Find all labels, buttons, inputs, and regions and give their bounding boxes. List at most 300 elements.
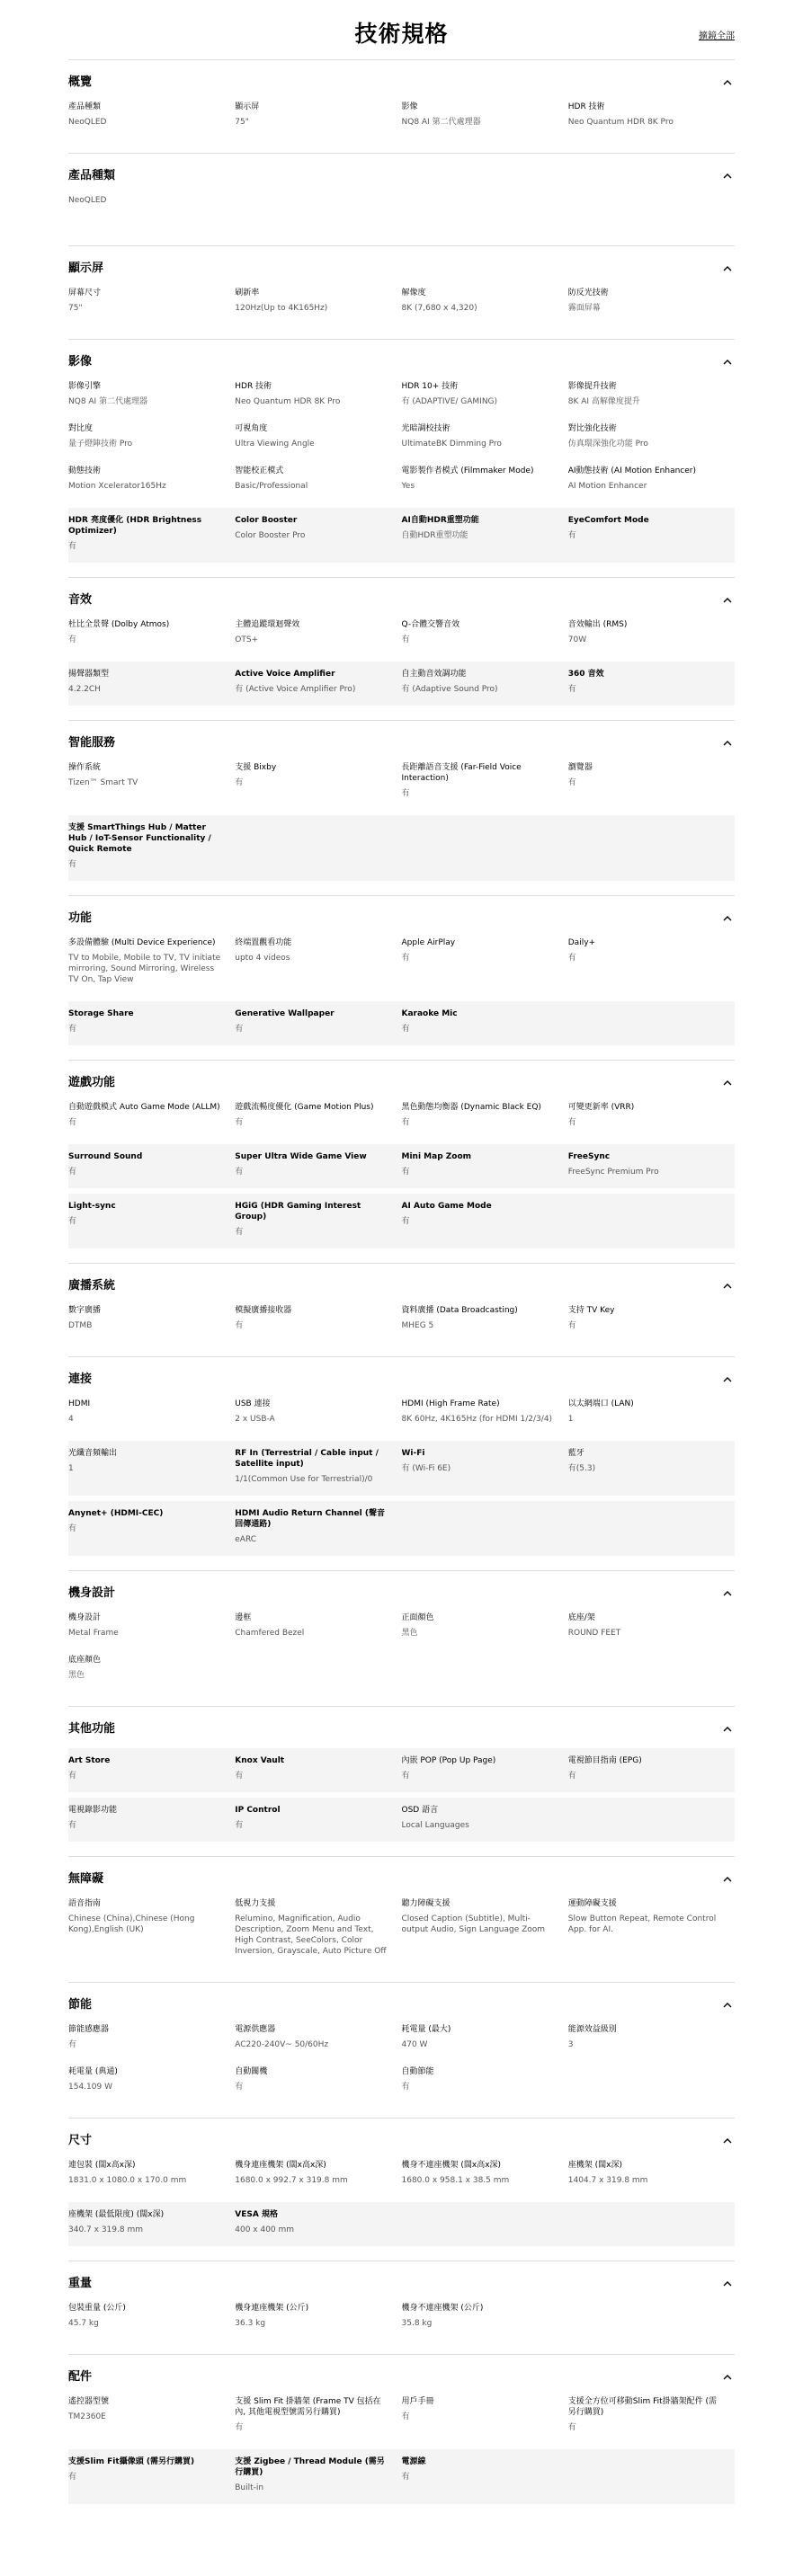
section-header[interactable]	[68, 1073, 735, 1093]
spec-row	[68, 1194, 735, 1248]
spec-row	[68, 619, 735, 656]
spec-value: 有	[567, 778, 576, 787]
spec-value: 有	[235, 1025, 244, 1034]
spec-value: 有	[235, 1821, 244, 1830]
spec-value: 有	[567, 1321, 576, 1330]
spec-label: HDR 技術	[567, 102, 605, 111]
spec-label: 支援 Zigbee / Thread Module (需另行購買)	[235, 2457, 385, 2477]
spec-item	[402, 1151, 568, 1188]
spec-label: 節能感應器	[68, 2025, 110, 2034]
chevron-up-icon[interactable]	[722, 1078, 733, 1088]
spec-value: Yes	[401, 482, 415, 491]
spec-label: 座機架 (最低限度) (闊x深)	[68, 2210, 165, 2219]
spec-value: 有	[68, 635, 77, 644]
chevron-up-icon[interactable]	[722, 2136, 733, 2146]
spec-label: RF In (Terrestrial / Cable input / Satellite input)	[235, 1449, 379, 1469]
spec-item	[235, 2024, 401, 2061]
section-title: 遊戲功能	[68, 1076, 116, 1089]
spec-label: 黑色動態均衡器 (Dynamic Black EQ)	[401, 1103, 541, 1112]
section-header[interactable]	[68, 259, 735, 279]
spec-value: Color Booster Pro	[235, 531, 306, 540]
spec-label: 對比度	[68, 424, 94, 433]
spec-item	[568, 466, 735, 502]
spec-value: eARC	[235, 1535, 257, 1544]
spec-value: 154.109 W	[68, 2083, 112, 2092]
section-header[interactable]	[68, 2131, 735, 2151]
chevron-up-icon[interactable]	[722, 357, 733, 368]
spec-item	[402, 466, 568, 502]
spec-row	[68, 1655, 735, 1692]
spec-value: 有	[68, 1025, 77, 1034]
spec-row	[68, 1399, 735, 1435]
spec-label: 瀏覽器	[567, 763, 593, 772]
chevron-up-icon[interactable]	[722, 913, 733, 924]
section-header[interactable]	[68, 1719, 735, 1739]
spec-label: Storage Share	[68, 1009, 134, 1018]
spec-value: 有	[567, 2423, 576, 2432]
spec-value: 自動HDR重塑功能	[401, 531, 468, 540]
spec-value: 470 W	[401, 2040, 428, 2049]
spec-label: 支援全方位可移動Slim Fit掛牆架配件 (需另行購買)	[567, 2397, 718, 2417]
section-title: 音效	[68, 593, 93, 607]
spec-row	[68, 1898, 735, 1968]
spec-item	[68, 1151, 235, 1188]
spec-label: 支援Slim Fit攝像頭 (需另行購買)	[68, 2457, 195, 2466]
spec-item	[402, 1008, 568, 1045]
spec-label: HDMI (High Frame Rate)	[401, 1399, 500, 1408]
section-header[interactable]	[68, 2367, 735, 2387]
spec-label: 底座顏色	[68, 1656, 102, 1665]
spec-label: 運動障礙支援	[567, 1899, 617, 1908]
spec-value: Slow Button Repeat, Remote Control App. for AI.	[567, 1914, 717, 1934]
spec-label: 機身不連座機架 (公斤)	[401, 2304, 484, 2313]
page-header	[68, 0, 735, 59]
spec-label: 解像度	[401, 289, 426, 298]
section-header[interactable]	[68, 733, 735, 753]
spec-item	[235, 515, 401, 563]
spec-label: 音效輸出 (RMS)	[567, 620, 628, 629]
spec-value: 1	[567, 1415, 574, 1424]
spec-item	[235, 1448, 401, 1496]
spec-label: 包裝重量 (公斤)	[68, 2304, 126, 2313]
section-title: 顯示屏	[68, 262, 104, 275]
spec-value: 8K AI 高解像度提升	[567, 397, 640, 406]
spec-label: 數字廣播	[68, 1306, 102, 1315]
spec-label: 邊框	[235, 1613, 252, 1622]
spec-section	[68, 1263, 735, 1356]
spec-label: Generative Wallpaper	[235, 1009, 335, 1018]
spec-label: EyeComfort Mode	[567, 516, 649, 525]
spec-label: Daily+	[567, 938, 596, 947]
spec-value: 有	[68, 860, 77, 869]
spec-label: Super Ultra Wide Game View	[235, 1152, 367, 1161]
spec-value: 有(5.3)	[567, 1464, 596, 1473]
spec-value: Tizen™ Smart TV	[68, 778, 138, 787]
spec-item	[568, 1755, 735, 1792]
spec-item	[402, 1898, 568, 1968]
chevron-up-icon[interactable]	[722, 738, 733, 749]
section-title: 重量	[68, 2277, 93, 2290]
spec-label: 主體追蹤環迴聲效	[235, 620, 300, 629]
spec-item	[68, 2024, 235, 2061]
spec-item	[68, 822, 235, 881]
spec-label: 電影製作者模式 (Filmmaker Mode)	[401, 466, 534, 475]
spec-row	[68, 1102, 735, 1139]
spec-value: 有	[235, 1168, 244, 1177]
spec-item	[235, 466, 401, 502]
spec-value: 有	[235, 778, 244, 787]
spec-label: 360 音效	[567, 670, 604, 679]
spec-item	[68, 669, 235, 706]
spec-value: 有 (Wi-Fi 6E)	[401, 1464, 451, 1473]
spec-label: 聽力障礙支援	[401, 1899, 451, 1908]
spec-item	[68, 762, 235, 810]
chevron-up-icon[interactable]	[722, 263, 733, 274]
spec-sections	[68, 59, 735, 2518]
spec-item	[568, 669, 735, 706]
spec-item	[568, 515, 735, 563]
section-header[interactable]	[68, 2274, 735, 2294]
spec-label: Q-合體交響音效	[401, 620, 460, 629]
spec-item	[235, 619, 401, 656]
spec-value: 1831.0 x 1080.0 x 170.0 mm	[68, 2176, 187, 2185]
spec-value: Motion Xcelerator165Hz	[68, 482, 166, 491]
spec-label: 可變更新率 (VRR)	[567, 1103, 635, 1112]
section-title: 機身設計	[68, 1586, 116, 1600]
section-header[interactable]	[68, 591, 735, 610]
spec-item	[68, 466, 235, 502]
spec-value: Chamfered Bezel	[235, 1629, 305, 1638]
spec-value: 霧面屏幕	[567, 304, 601, 313]
section-header[interactable]	[68, 352, 735, 372]
spec-label: IP Control	[235, 1806, 281, 1815]
spec-value: Chinese (China),Chinese (Hong Kong),English (UK)	[68, 1914, 195, 1934]
spec-item	[568, 1612, 735, 1649]
spec-item	[402, 669, 568, 706]
spec-item	[402, 1305, 568, 1342]
spec-label: 內嵌 POP (Pop Up Page)	[401, 1756, 496, 1765]
spec-value: 仿真環深強化功能 Pro	[567, 440, 648, 449]
chevron-up-icon[interactable]	[722, 595, 733, 606]
spec-label: 自動關機	[235, 2067, 268, 2076]
spec-label: FreeSync	[567, 1152, 611, 1161]
spec-value: 量子燈陣技術 Pro	[68, 440, 133, 449]
spec-item	[68, 288, 235, 324]
section-header[interactable]	[68, 1870, 735, 1889]
spec-label: 顯示屏	[235, 102, 260, 111]
spec-item	[402, 102, 568, 138]
spec-item	[68, 2209, 235, 2246]
spec-value: NQ8 AI 第二代處理器	[401, 118, 481, 127]
spec-value: 有 (Active Voice Amplifier Pro)	[235, 685, 356, 694]
spec-value: 有	[68, 542, 77, 551]
spec-item	[402, 423, 568, 460]
spec-label: 動態技術	[68, 466, 102, 475]
spec-item	[235, 669, 401, 706]
spec-section	[68, 1982, 735, 2118]
spec-label: Mini Map Zoom	[401, 1152, 472, 1161]
section-header[interactable]	[68, 1584, 735, 1603]
spec-label: 正面顏色	[401, 1613, 434, 1622]
spec-value: 有	[567, 954, 576, 963]
spec-label: 屏幕尺寸	[68, 289, 102, 298]
spec-item	[235, 288, 401, 324]
spec-row	[68, 2066, 735, 2103]
spec-item	[68, 1612, 235, 1649]
spec-row	[68, 937, 735, 996]
spec-label: 資料廣播 (Data Broadcasting)	[401, 1306, 518, 1315]
spec-value: 400 x 400 mm	[235, 2225, 295, 2234]
spec-label: 自動遊戲模式 Auto Game Mode (ALLM)	[68, 1103, 220, 1112]
spec-item	[68, 1805, 235, 1842]
spec-value: 有	[401, 2083, 410, 2092]
section-header[interactable]	[68, 909, 735, 928]
spec-label: 電源線	[401, 2457, 426, 2466]
spec-item	[402, 1805, 568, 1842]
chevron-up-icon[interactable]	[722, 2278, 733, 2289]
section-title: 廣播系統	[68, 1279, 116, 1292]
section-title: 連接	[68, 1372, 93, 1386]
spec-row	[68, 1441, 735, 1496]
section-title: 其他功能	[68, 1722, 116, 1736]
spec-section	[68, 2118, 735, 2261]
spec-label: 對比強化技術	[567, 424, 617, 433]
spec-item	[68, 1399, 235, 1435]
spec-section	[68, 245, 735, 339]
spec-label: 防反光技術	[567, 289, 609, 298]
section-header[interactable]	[68, 166, 735, 186]
spec-item	[235, 2303, 401, 2340]
spec-value: 有	[401, 1217, 410, 1226]
spec-label: 電視錄影功能	[68, 1806, 118, 1815]
spec-value: 有	[401, 635, 410, 644]
spec-item	[68, 1755, 235, 1792]
spec-value: 有	[401, 789, 410, 798]
page-title: 技術規格	[354, 21, 449, 47]
spec-label: 光暗調校技術	[401, 424, 451, 433]
spec-item	[568, 2024, 735, 2061]
chevron-up-icon[interactable]	[722, 1374, 733, 1385]
spec-item	[235, 2160, 401, 2197]
section-title: 尺寸	[68, 2134, 93, 2147]
spec-label: HDMI Audio Return Channel (聲音回傳通路)	[235, 1509, 385, 1529]
chevron-up-icon[interactable]	[722, 1724, 733, 1735]
spec-section	[68, 577, 735, 720]
spec-row	[68, 762, 735, 810]
spec-item	[402, 2024, 568, 2061]
spec-value: 4.2.2CH	[68, 685, 101, 694]
spec-label: 支援 SmartThings Hub / Matter Hub / IoT-Sensor Functionality / Quick Remote	[68, 823, 211, 854]
spec-item	[568, 381, 735, 418]
spec-label: 長距離語音支援 (Far-Field Voice Interaction)	[401, 763, 522, 783]
spec-label: 用戶手冊	[401, 2397, 434, 2406]
chevron-up-icon[interactable]	[722, 2372, 733, 2383]
spec-item	[68, 102, 235, 138]
section-title: 產品種類	[68, 169, 116, 182]
spec-label: 連包裝 (闊x高x深)	[68, 2161, 136, 2170]
spec-item	[235, 1102, 401, 1139]
spec-item	[68, 1508, 235, 1556]
spec-label: 機身連座機架 (公斤)	[235, 2304, 309, 2313]
spec-row	[68, 508, 735, 563]
spec-value: 有	[235, 1321, 244, 1330]
spec-value: 有	[68, 1772, 77, 1781]
spec-value: 有	[401, 1025, 410, 1034]
spec-label: 刷新率	[235, 289, 260, 298]
spec-item	[235, 102, 401, 138]
spec-item	[402, 619, 568, 656]
spec-value: 3	[567, 2040, 574, 2049]
spec-value: 1680.0 x 992.7 x 319.8 mm	[235, 2176, 348, 2185]
spec-label: 機身不連座機架 (闊x高x深)	[401, 2161, 502, 2170]
spec-item	[68, 1201, 235, 1248]
spec-item	[235, 1008, 401, 1045]
spec-item	[568, 1399, 735, 1435]
spec-label: 支持 TV Key	[567, 1306, 615, 1315]
spec-label: AI自動HDR重塑功能	[401, 516, 479, 525]
spec-value: 有	[68, 1524, 77, 1533]
spec-item	[235, 423, 401, 460]
spec-item	[235, 1755, 401, 1792]
expand-all-link[interactable]: 擴鏡全部	[699, 31, 735, 41]
spec-item	[235, 2209, 401, 2246]
spec-item	[68, 937, 235, 996]
spec-value: 8K 60Hz, 4K165Hz (for HDMI 1/2/3/4)	[401, 1415, 553, 1424]
spec-value: OTS+	[235, 635, 259, 644]
spec-item	[568, 1448, 735, 1496]
spec-value: FreeSync Premium Pro	[567, 1168, 659, 1177]
spec-value: Local Languages	[401, 1821, 469, 1830]
spec-row	[68, 2449, 735, 2504]
spec-value: Built-in	[235, 2483, 264, 2492]
section-title: 節能	[68, 1998, 93, 2012]
spec-row	[68, 1501, 735, 1556]
spec-label: HGiG (HDR Gaming Interest Group)	[235, 1202, 361, 1221]
spec-item	[568, 937, 735, 996]
spec-value: UltimateBK Dimming Pro	[401, 440, 502, 449]
spec-item	[235, 2456, 401, 2504]
spec-label: 遙控器型號	[68, 2397, 110, 2406]
spec-value: 1404.7 x 319.8 mm	[567, 2176, 648, 2185]
spec-value: Neo Quantum HDR 8K Pro	[235, 397, 341, 406]
spec-label: 能源效益級別	[567, 2025, 617, 2034]
spec-item	[402, 1612, 568, 1649]
spec-item	[235, 1898, 401, 1968]
spec-value: 有	[68, 1168, 77, 1177]
spec-label: 產品種類	[68, 102, 102, 111]
chevron-up-icon[interactable]	[722, 1588, 733, 1599]
spec-label: 底座/架	[567, 1613, 595, 1622]
spec-value: 2 x USB-A	[235, 1415, 275, 1424]
spec-item	[68, 195, 235, 231]
section-header[interactable]	[68, 1370, 735, 1390]
spec-value: 有	[401, 1118, 410, 1127]
spec-label: USB 連接	[235, 1399, 271, 1408]
spec-label: HDR 技術	[235, 382, 272, 391]
spec-item	[402, 1201, 568, 1248]
spec-row	[68, 1798, 735, 1842]
spec-value: 有	[235, 1228, 244, 1237]
spec-label: 可視角度	[235, 424, 268, 433]
spec-item	[68, 423, 235, 460]
section-header[interactable]	[68, 73, 735, 93]
chevron-up-icon[interactable]	[722, 2000, 733, 2011]
spec-label: Art Store	[68, 1756, 111, 1765]
spec-row	[68, 2160, 735, 2197]
spec-value: Metal Frame	[68, 1629, 119, 1638]
spec-item	[568, 619, 735, 656]
spec-label: Active Voice Amplifier	[235, 670, 335, 679]
spec-row	[68, 381, 735, 418]
section-title: 影像	[68, 355, 93, 369]
section-title: 概覽	[68, 76, 93, 89]
spec-label: 揚聲器類型	[68, 670, 110, 679]
spec-item	[402, 937, 568, 996]
spec-item	[68, 2160, 235, 2197]
spec-item	[568, 1898, 735, 1968]
spec-item	[235, 1508, 401, 1556]
spec-label: HDR 亮度優化 (HDR Brightness Optimizer)	[68, 516, 202, 536]
spec-value: 有	[68, 2473, 77, 2482]
chevron-up-icon[interactable]	[722, 1874, 733, 1885]
spec-value: 黑色	[68, 1671, 85, 1680]
spec-label: 電視節目指南 (EPG)	[567, 1756, 642, 1765]
spec-value: 有	[401, 1168, 410, 1177]
spec-label: 自主動音效調功能	[401, 670, 467, 679]
spec-value: 有	[401, 2473, 410, 2482]
spec-item	[402, 1448, 568, 1496]
spec-item	[568, 2396, 735, 2444]
spec-value: TM2360E	[68, 2412, 106, 2421]
spec-value: 有	[235, 2083, 244, 2092]
spec-label: 支援 Slim Fit 掛牆架 (Frame TV 包括在內, 其他電視型號需另行購買)	[235, 2397, 381, 2417]
chevron-up-icon[interactable]	[722, 77, 733, 88]
spec-item	[568, 1305, 735, 1342]
section-title: 功能	[68, 911, 93, 925]
spec-value: Closed Caption (Subtitle), Multi-output Audio, Sign Language Zoom	[401, 1914, 546, 1934]
spec-item	[68, 1448, 235, 1496]
spec-value: MHEG 5	[401, 1321, 434, 1330]
spec-item	[235, 1305, 401, 1342]
spec-label: VESA 規格	[235, 2210, 278, 2219]
spec-item	[568, 1151, 735, 1188]
spec-item	[402, 1102, 568, 1139]
spec-label: 語音指南	[68, 1899, 102, 1908]
spec-value: NeoQLED	[68, 196, 107, 205]
spec-item	[568, 288, 735, 324]
spec-item	[568, 102, 735, 138]
spec-item	[402, 2456, 568, 2504]
spec-row	[68, 288, 735, 324]
chevron-up-icon[interactable]	[722, 171, 733, 182]
spec-item	[68, 2456, 235, 2504]
spec-item	[568, 2160, 735, 2197]
chevron-up-icon[interactable]	[722, 1281, 733, 1292]
spec-label: Apple AirPlay	[401, 938, 456, 947]
spec-item	[235, 1399, 401, 1435]
spec-value: 有 (ADAPTIVE/ GAMING)	[401, 397, 498, 406]
spec-item	[402, 2160, 568, 2197]
spec-label: Color Booster	[235, 516, 298, 525]
spec-value: 36.3 kg	[235, 2319, 266, 2328]
spec-value: AI Motion Enhancer	[567, 482, 647, 491]
spec-label: 終端置觀看功能	[235, 938, 292, 947]
section-header[interactable]	[68, 1995, 735, 2015]
spec-label: 低視力支援	[235, 1899, 276, 1908]
spec-item	[402, 2066, 568, 2103]
section-header[interactable]	[68, 1276, 735, 1296]
spec-label: 模擬廣播接收器	[235, 1306, 292, 1315]
